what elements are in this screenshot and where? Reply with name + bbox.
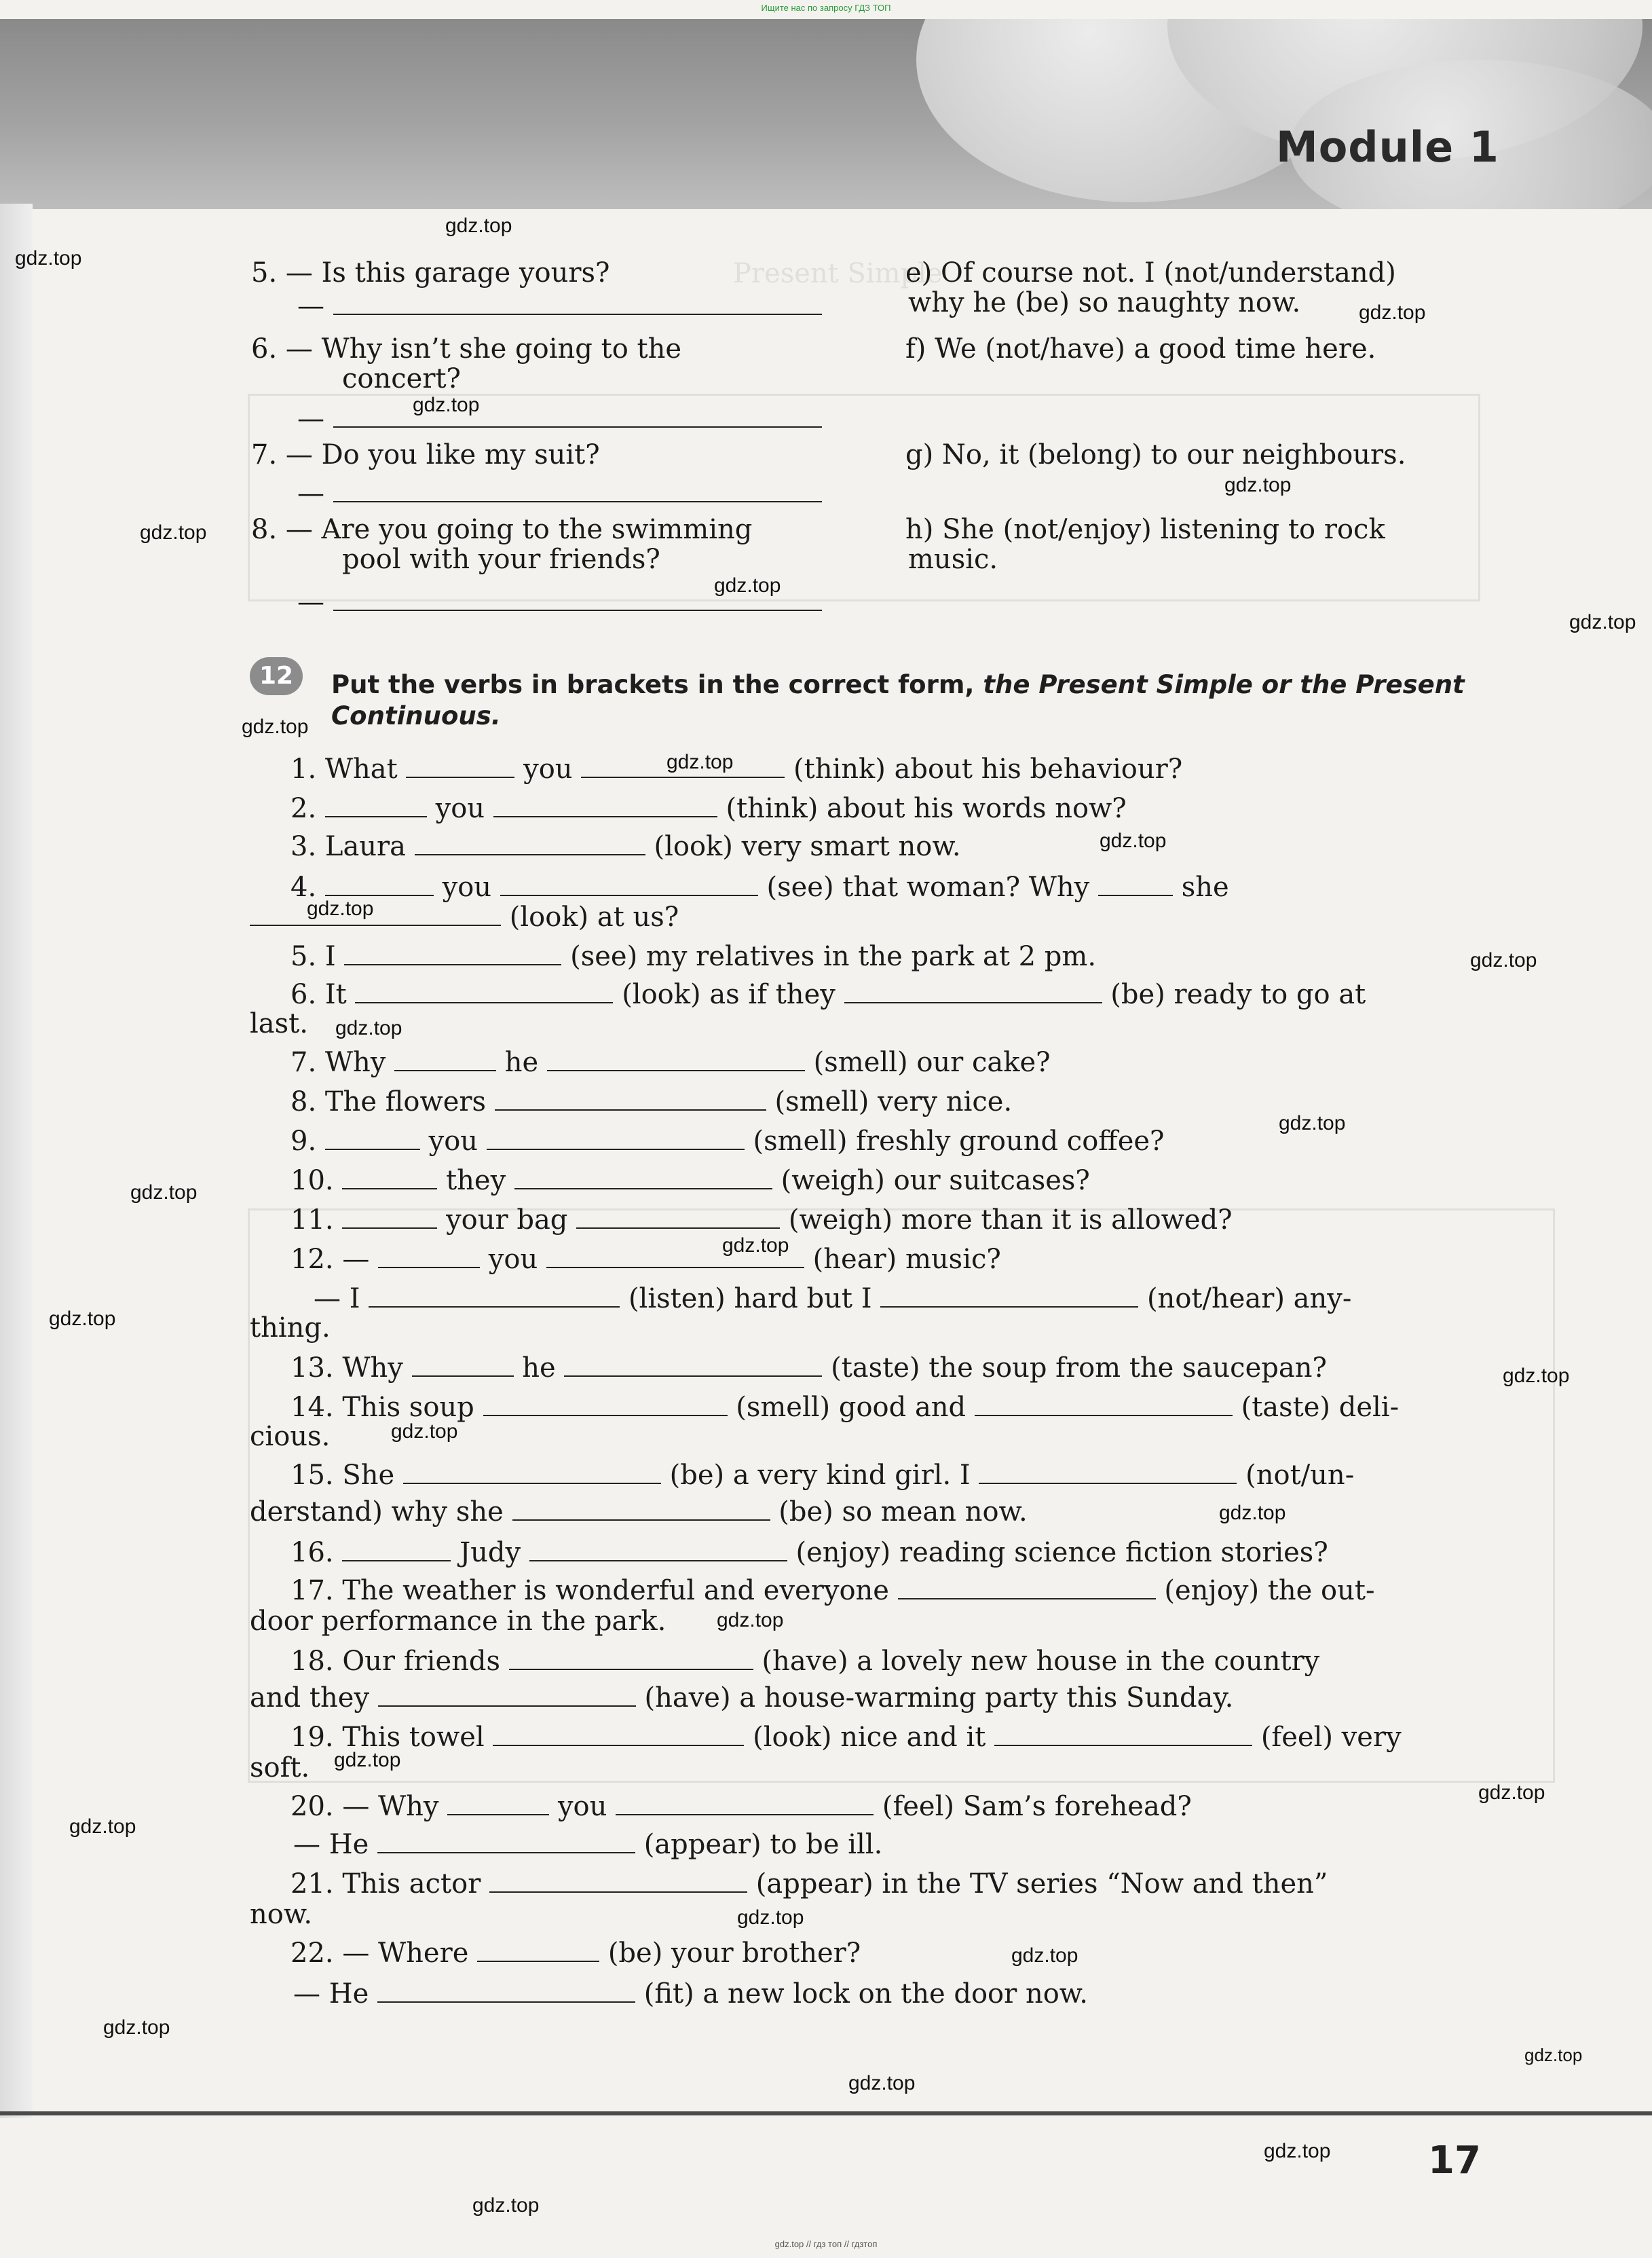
item-text: you <box>557 1791 607 1822</box>
item-text: your bag <box>446 1204 568 1236</box>
watermark: gdz.top <box>242 716 309 738</box>
instruction-tenses: the Present Simple or the Present Continuous. <box>331 670 1465 730</box>
verb-blank[interactable] <box>377 1828 635 1853</box>
verb-blank[interactable] <box>616 1790 874 1815</box>
verb-blank[interactable] <box>477 1936 599 1962</box>
exercise-item-20-reply <box>293 1828 882 1861</box>
item-text: 18. Our friends <box>290 1646 501 1677</box>
watermark: gdz.top <box>722 1234 789 1257</box>
exercise-item-15 <box>290 1458 1354 1492</box>
item-text: 19. This towel <box>290 1722 485 1753</box>
item-text: you <box>488 1244 538 1275</box>
item-text: 16. <box>290 1537 334 1568</box>
answer-blank[interactable] <box>333 289 822 315</box>
exercise-item-8 <box>290 1085 1012 1118</box>
verb-blank[interactable] <box>493 1720 744 1746</box>
item-text: (feel) Sam’s forehead? <box>882 1791 1192 1822</box>
item-text: 4. <box>290 872 317 903</box>
item-text: (enjoy) reading science fiction stories? <box>795 1537 1328 1568</box>
item-text: (look) at us? <box>509 902 679 933</box>
exercise-item-22-reply <box>293 1977 1088 2010</box>
item-text: 21. This actor <box>290 1868 481 1900</box>
exercise-item-12 <box>290 1242 1001 1276</box>
item-text: 13. Why <box>290 1352 403 1384</box>
verb-blank[interactable] <box>342 1536 451 1561</box>
watermark: gdz.top <box>1478 1781 1545 1804</box>
dialogue-item-5 <box>251 257 609 289</box>
verb-blank[interactable] <box>344 940 561 965</box>
verb-blank[interactable] <box>447 1790 549 1815</box>
question-text: — Why isn’t she going to the <box>285 333 681 365</box>
verb-blank[interactable] <box>342 1164 437 1189</box>
verb-blank[interactable] <box>415 830 645 855</box>
item-text: and they <box>250 1682 370 1714</box>
dialogue-item-8 <box>251 513 752 546</box>
exercise-item-12-cont: thing. <box>250 1312 331 1344</box>
verb-blank[interactable] <box>483 1390 728 1416</box>
verb-blank[interactable] <box>495 1085 766 1111</box>
answer-option-h-cont: music. <box>908 544 998 575</box>
item-text: (think) about his words now? <box>726 793 1127 824</box>
exercise-item-12-reply <box>314 1282 1351 1315</box>
item-text: (smell) very nice. <box>774 1086 1013 1117</box>
exercise-item-7 <box>290 1045 1051 1079</box>
exercise-item-21 <box>290 1867 1328 1900</box>
answer-blank[interactable] <box>333 477 822 502</box>
item-text: (taste) deli- <box>1241 1392 1400 1423</box>
item-text: (hear) music? <box>812 1244 1001 1275</box>
verb-blank[interactable] <box>250 900 501 926</box>
item-text: 11. <box>290 1204 334 1236</box>
item-text: (weigh) more than it is allowed? <box>788 1204 1233 1236</box>
item-text: (not/hear) any- <box>1146 1283 1352 1314</box>
question-text-cont: pool with your friends? <box>342 544 660 575</box>
exercise-item-10 <box>290 1164 1090 1197</box>
item-text: 6. It <box>290 979 347 1010</box>
verb-blank[interactable] <box>325 1124 420 1150</box>
bleed-through-text: Present Simple <box>733 258 943 289</box>
item-text: — I <box>314 1283 360 1314</box>
verb-blank[interactable] <box>325 792 427 817</box>
watermark: gdz.top <box>69 1815 136 1838</box>
question-text: — Are you going to the swimming <box>285 514 753 545</box>
dialogue-item-6 <box>251 333 681 365</box>
item-text: (appear) in the TV series “Now and then” <box>755 1868 1328 1900</box>
watermark: gdz.top <box>335 1017 402 1039</box>
watermark: gdz.top <box>472 2194 540 2217</box>
exercise-item-9 <box>290 1124 1164 1158</box>
watermark: gdz.top <box>15 247 82 270</box>
verb-blank[interactable] <box>406 752 514 778</box>
item-text: 8. The flowers <box>290 1086 487 1117</box>
exercise-item-4 <box>290 870 1229 904</box>
item-text: (have) a house-warming party this Sunday. <box>644 1682 1234 1714</box>
exercise-item-13 <box>290 1351 1327 1384</box>
item-text: (listen) hard but I <box>628 1283 872 1314</box>
verb-blank[interactable] <box>378 1242 480 1268</box>
watermark: gdz.top <box>1100 830 1167 852</box>
verb-blank[interactable] <box>493 792 717 817</box>
dash: — <box>297 403 324 434</box>
watermark: gdz.top <box>714 574 781 597</box>
item-text: 5. I <box>290 941 336 972</box>
item-text: he <box>522 1352 556 1384</box>
item-text: 2. <box>290 793 317 824</box>
verb-blank[interactable] <box>487 1124 745 1150</box>
watermark: gdz.top <box>307 897 374 920</box>
item-text: (appear) to be ill. <box>643 1829 883 1860</box>
exercise-item-17 <box>290 1574 1375 1607</box>
item-text: you <box>523 754 573 785</box>
verb-blank[interactable] <box>1098 870 1173 896</box>
item-text: (look) as if they <box>622 979 836 1010</box>
exercise-number-badge: 12 <box>250 657 303 695</box>
item-text: she <box>1181 872 1229 903</box>
watermark: gdz.top <box>1470 949 1537 971</box>
verb-blank[interactable] <box>512 1495 770 1521</box>
verb-blank[interactable] <box>994 1720 1252 1746</box>
watermark: gdz.top <box>1503 1365 1570 1387</box>
exercise-item-3 <box>290 830 961 863</box>
verb-blank[interactable] <box>394 1045 496 1071</box>
answer-option-e: e) Of course not. I (not/understand) <box>905 257 1396 289</box>
item-text: (be) a very kind girl. I <box>669 1460 971 1491</box>
item-text: — He <box>293 1978 369 2010</box>
verb-blank[interactable] <box>576 1203 780 1229</box>
watermark: gdz.top <box>667 751 734 773</box>
watermark: gdz.top <box>717 1609 784 1631</box>
item-text: 20. — Why <box>290 1791 439 1822</box>
verb-blank[interactable] <box>844 978 1102 1003</box>
item-text: (fit) a new lock on the door now. <box>643 1978 1089 2010</box>
item-text: (have) a lovely new house in the country <box>762 1646 1320 1677</box>
item-number: 6. <box>251 333 278 365</box>
item-text: 9. <box>290 1126 317 1157</box>
verb-blank[interactable] <box>509 1644 753 1670</box>
exercise-item-6-cont: last. <box>250 1008 308 1039</box>
verb-blank[interactable] <box>514 1164 772 1189</box>
dash: — <box>297 587 324 618</box>
item-text: you <box>428 1126 478 1157</box>
item-text: (be) ready to go at <box>1110 979 1366 1010</box>
exercise-item-2 <box>290 792 1127 825</box>
module-title: Module 1 <box>1276 122 1499 172</box>
item-text: (think) about his behaviour? <box>793 754 1183 785</box>
item-text: 10. <box>290 1165 334 1196</box>
exercise-item-1 <box>290 752 1182 785</box>
watermark: gdz.top <box>1524 2045 1583 2065</box>
question-text-cont: concert? <box>342 363 461 394</box>
item-text: 3. Laura <box>290 831 407 862</box>
watermark: gdz.top <box>1011 1944 1078 1967</box>
watermark: gdz.top <box>1279 1112 1346 1134</box>
exercise-item-21-cont: now. <box>250 1899 313 1930</box>
answer-line-5 <box>297 289 822 322</box>
verb-blank[interactable] <box>975 1390 1233 1416</box>
item-text: (taste) the soup from the saucepan? <box>831 1352 1327 1384</box>
dash: — <box>297 478 324 509</box>
item-number: 8. <box>251 514 278 545</box>
watermark: gdz.top <box>130 1181 198 1204</box>
watermark: gdz.top <box>1569 611 1636 633</box>
item-text: 14. This soup <box>290 1392 474 1423</box>
footer-rule <box>0 2111 1652 2115</box>
verb-blank[interactable] <box>342 1203 437 1229</box>
watermark: gdz.top <box>140 521 207 544</box>
watermark: gdz.top <box>737 1906 804 1929</box>
exercise-item-18-cont <box>250 1681 1233 1714</box>
dash: — <box>297 291 324 322</box>
exercise-item-20 <box>290 1790 1192 1823</box>
watermark: gdz.top <box>334 1749 401 1771</box>
item-text: 7. Why <box>290 1047 386 1078</box>
exercise-item-22 <box>290 1936 861 1969</box>
watermark: gdz.top <box>848 2072 916 2094</box>
exercise-item-14-cont: cious. <box>250 1421 331 1452</box>
verb-blank[interactable] <box>377 1977 635 2003</box>
verb-blank[interactable] <box>403 1458 661 1484</box>
top-note: Ищите нас по запросу ГДЗ ТОП <box>761 3 891 13</box>
verb-blank[interactable] <box>564 1351 822 1377</box>
watermark: gdz.top <box>1359 301 1426 324</box>
verb-blank[interactable] <box>369 1282 620 1308</box>
item-text: (feel) very <box>1260 1722 1402 1753</box>
verb-blank[interactable] <box>378 1681 636 1707</box>
item-text: 1. What <box>290 754 398 785</box>
watermark: gdz.top <box>445 215 512 237</box>
item-text: 15. She <box>290 1460 395 1491</box>
item-text: 17. The weather is wonderful and everyone <box>290 1575 889 1606</box>
exercise-item-6 <box>290 978 1366 1011</box>
answer-option-g: g) No, it (belong) to our neighbours. <box>905 439 1406 470</box>
item-text: (see) my relatives in the park at 2 pm. <box>570 941 1097 972</box>
instruction-text: Put the verbs in brackets in the correct form, <box>331 670 983 699</box>
dialogue-item-7 <box>251 439 600 471</box>
item-text: he <box>504 1047 539 1078</box>
verb-blank[interactable] <box>412 1351 514 1377</box>
item-text: you <box>442 872 492 903</box>
verb-blank[interactable] <box>500 870 758 896</box>
item-text: (smell) freshly ground coffee? <box>753 1126 1165 1157</box>
question-text: — Do you like my suit? <box>285 439 600 470</box>
item-text: (smell) our cake? <box>813 1047 1051 1078</box>
verb-blank[interactable] <box>489 1867 747 1893</box>
watermark: gdz.top <box>413 394 480 416</box>
item-text: (look) nice and it <box>753 1722 986 1753</box>
watermark: gdz.top <box>1224 474 1292 496</box>
exercise-item-14 <box>290 1390 1399 1424</box>
item-text: (smell) good and <box>736 1392 966 1423</box>
verb-blank[interactable] <box>880 1282 1138 1308</box>
exercise-item-11 <box>290 1203 1233 1236</box>
exercise-item-5 <box>290 940 1096 973</box>
item-text: (weigh) our suitcases? <box>781 1165 1090 1196</box>
exercise-item-15-cont <box>250 1495 1028 1528</box>
exercise-item-17-cont: door performance in the park. <box>250 1606 667 1637</box>
verb-blank[interactable] <box>355 978 613 1003</box>
watermark: gdz.top <box>1264 2140 1331 2162</box>
verb-blank[interactable] <box>547 1045 805 1071</box>
watermark: gdz.top <box>103 2016 170 2039</box>
exercise-item-16 <box>290 1536 1328 1569</box>
watermark: gdz.top <box>391 1420 458 1443</box>
item-text: (see) that woman? Why <box>766 872 1090 903</box>
item-text: (not/un- <box>1245 1460 1355 1491</box>
item-number: 7. <box>251 439 278 470</box>
answer-option-h: h) She (not/enjoy) listening to rock <box>905 514 1385 545</box>
exercise-item-18 <box>290 1644 1319 1678</box>
question-text: — Is this garage yours? <box>285 257 610 289</box>
verb-blank[interactable] <box>979 1458 1237 1484</box>
exercise-item-19 <box>290 1720 1402 1754</box>
item-number: 5. <box>251 257 278 289</box>
answer-option-f: f) We (not/have) a good time here. <box>905 333 1376 365</box>
item-text: (enjoy) the out- <box>1164 1575 1375 1606</box>
watermark: gdz.top <box>1219 1502 1286 1524</box>
answer-option-e-cont: why he (be) so naughty now. <box>908 287 1301 318</box>
verb-blank[interactable] <box>898 1574 1156 1599</box>
item-text: Judy <box>459 1537 521 1568</box>
answer-line-7 <box>297 477 822 510</box>
exercise-item-19-cont: soft. <box>250 1752 310 1783</box>
item-text: you <box>435 793 485 824</box>
item-text: derstand) why she <box>250 1496 504 1528</box>
item-text: — He <box>293 1829 369 1860</box>
bottom-note: gdz.top // гдз топ // гдзтоп <box>774 2239 878 2249</box>
item-text: (be) so mean now. <box>778 1496 1028 1528</box>
answer-blank[interactable] <box>333 402 822 428</box>
item-text: 22. — Where <box>290 1938 469 1969</box>
item-text: (be) your brother? <box>607 1938 861 1969</box>
item-text: 12. — <box>290 1244 370 1275</box>
watermark: gdz.top <box>49 1308 116 1330</box>
answer-line-6 <box>297 402 822 435</box>
item-text: they <box>446 1165 506 1196</box>
page-number: 17 <box>1428 2139 1481 2183</box>
item-text: (look) very smart now. <box>654 831 961 862</box>
verb-blank[interactable] <box>529 1536 787 1561</box>
verb-blank[interactable] <box>325 870 434 896</box>
exercise-instruction <box>331 669 1478 732</box>
